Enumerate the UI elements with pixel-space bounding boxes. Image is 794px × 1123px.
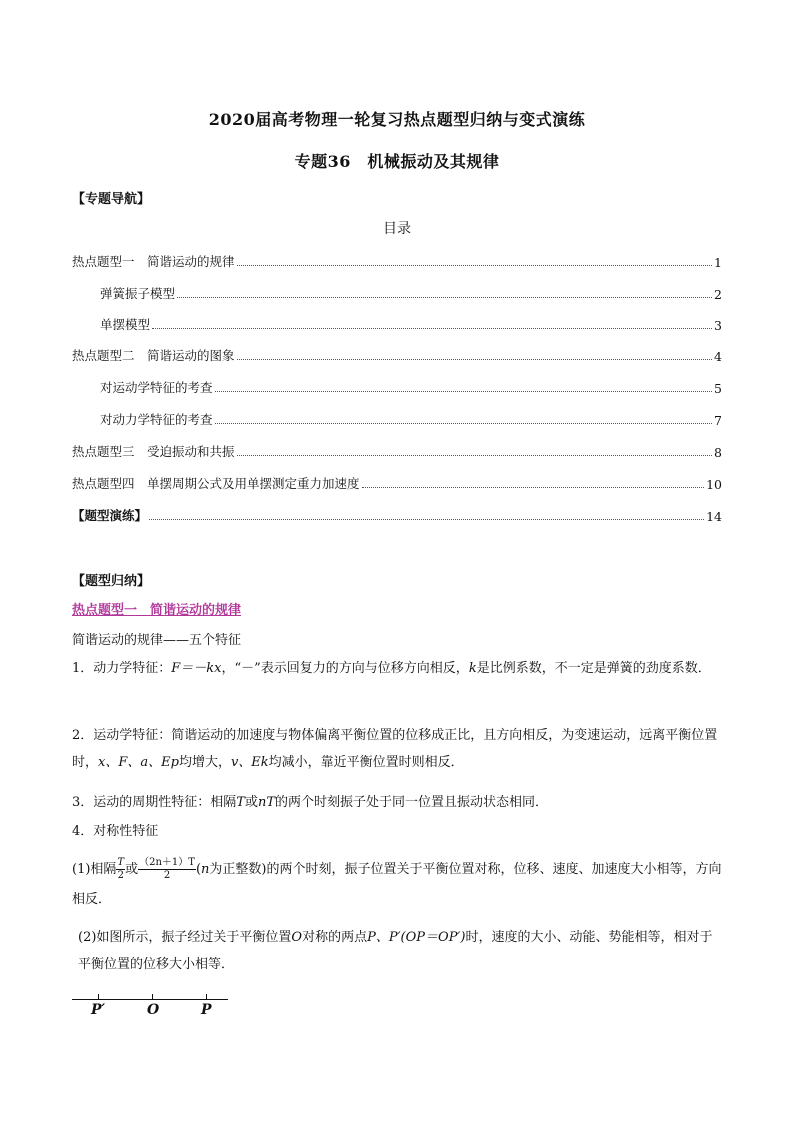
paragraph-6: (2)如图所示，振子经过关于平衡位置O对称的两点P、P′(OP＝OP′)时，速度的大小、动能、势能相等，相对于平衡位置的位移大小相等． [78,930,713,972]
toc-item-label: 单摆模型 [100,317,151,332]
toc-leader [362,487,705,488]
figure-label-p: P [201,1002,212,1018]
toc-item[interactable] [100,315,722,333]
toc-item-page: 3 [714,318,722,333]
toc-leader [149,519,704,520]
toc-item[interactable] [72,442,722,460]
toc-item[interactable] [72,506,722,524]
section-label: 【题型归纳】 [72,574,151,589]
toc-item-page: 8 [714,445,722,460]
toc-item-label: 热点题型四 单摆周期公式及用单摆测定重力加速度 [72,476,360,491]
toc-leader [237,265,713,266]
figure-label-p-prime: P′ [91,1002,106,1018]
toc-leader [215,391,713,392]
toc-item-page: 14 [706,509,722,524]
document-title: 2020届高考物理一轮复习热点题型归纳与变式演练 [208,110,586,129]
toc-leader [237,359,713,360]
toc-heading: 目录 [383,221,411,237]
toc-item-page: 2 [714,287,722,302]
section-heading: 热点题型一 简谐运动的规律 [72,603,242,618]
toc-leader [215,423,713,424]
toc-item[interactable] [72,474,722,492]
toc-leader [152,328,712,329]
toc-leader [237,455,713,456]
toc-leader [177,297,712,298]
toc-item[interactable] [72,252,722,270]
paragraph-5: (1)相隔 $\frac{T}{2}$ 或 $\frac{(2n+1)T}{2}$ (n为正整数)的两个时刻，振子位置关于平衡位置对称，位移、速度、加速度大小相等，方向相反． [72,857,722,907]
fraction-t-over-2: $\frac{T}{2}$ [117,857,125,881]
toc-item-page: 7 [714,413,722,428]
paragraph-4: 4．对称性特征 [72,824,159,839]
toc-item-label: 弹簧振子模型 [100,286,176,301]
paragraph-3: 3．运动的周期性特征：相隔T或nT的两个时刻振子处于同一位置且振动状态相同． [72,795,549,810]
fraction-2n1t-over-2: $\frac{(2n+1)T}{2}$ [139,857,195,881]
figure-tick [98,994,99,1000]
toc-item-label: 【题型演练】 [72,508,148,523]
toc-item-label: 对动力学特征的考查 [100,412,213,427]
document-subtitle: 专题36 机械振动及其规律 [294,152,500,171]
toc-item-label: 对运动学特征的考查 [100,380,213,395]
toc-item-label: 热点题型二 简谐运动的图象 [72,348,235,363]
toc-item-page: 10 [706,477,722,492]
toc-item[interactable] [100,410,722,428]
toc-item-page: 1 [714,255,722,270]
toc-item-label: 热点题型一 简谐运动的规律 [72,254,235,269]
toc-item[interactable] [100,378,722,396]
toc-item-page: 5 [714,381,722,396]
figure-tick [206,994,207,1000]
figure-label-o: O [147,1002,160,1018]
paragraph-1: 1．动力学特征：F＝－kx，“－”表示回复力的方向与位移方向相反，k是比例系数，不一定是弹簧的劲度系数． [72,661,711,676]
intro-line: 简谐运动的规律——五个特征 [72,633,242,648]
paragraph-2: 2．运动学特征：简谐运动的加速度与物体偏离平衡位置的位移成正比，且方向相反，为变速运动，远离平衡位置时，x、F、a、Ep均增大，v、Ek均减小，靠近平衡位置时则相反． [72,728,718,770]
nav-label: 【专题导航】 [72,192,151,207]
toc-item-page: 4 [714,349,722,364]
toc-item[interactable] [100,284,722,302]
figure-axis-line [72,999,228,1000]
toc-item[interactable] [72,346,722,364]
toc-item-label: 热点题型三 受迫振动和共振 [72,444,235,459]
figure-tick [152,994,153,1000]
formula: F＝－kx [171,661,222,676]
